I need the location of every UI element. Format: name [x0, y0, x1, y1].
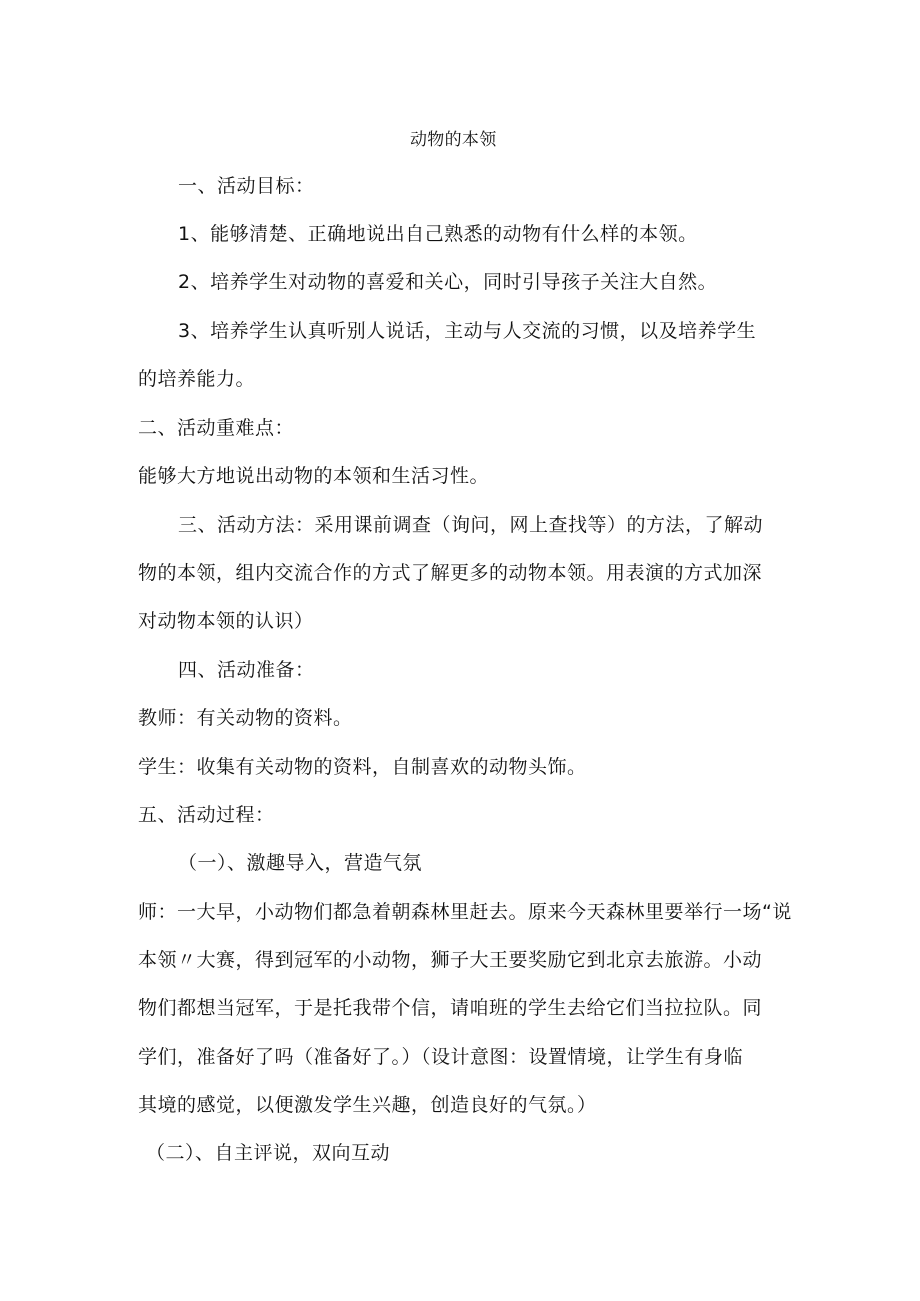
goal-item-1: 1、能够清楚、正确地说出自己熟悉的动物有什么样的本领。: [178, 223, 698, 245]
key-points-text: 能够大方地说出动物的本领和生活习性。: [138, 465, 490, 487]
methods-line-3: 对动物本领的认识）: [138, 610, 314, 632]
goal-item-2: 2、培养学生对动物的喜爱和关心，同时引导孩子关注大自然。: [178, 271, 718, 293]
section-heading-key-points: 二、活动重难点：: [138, 417, 295, 439]
goal-item-3-line-2: 的培养能力。: [138, 368, 256, 390]
step-1-line-1: 师：一大早，小动物们都急着朝森林里赶去。原来今天森林里要举行一场“说: [138, 901, 792, 923]
section-heading-preparation: 四、活动准备：: [178, 659, 315, 681]
teacher-preparation: 教师：有关动物的资料。: [138, 707, 353, 729]
step-1-heading: （一）、激趣导入，营造气氛: [178, 852, 423, 874]
step-2-heading: （二）、自主评说，双向互动: [146, 1142, 391, 1164]
step-1-line-3: 物们都想当冠军，于是托我带个信，请咱班的学生去给它们当拉拉队。同: [138, 997, 763, 1019]
step-1-line-2: 本领〃大赛，得到冠军的小动物，狮子大王要奖励它到北京去旅游。小动: [138, 949, 763, 971]
document-title: 动物的本领: [410, 130, 497, 150]
step-1-line-5: 其境的感觉，以便激发学生兴趣，创造良好的气氛。）: [138, 1094, 597, 1116]
goal-item-3-line-1: 3、培养学生认真听别人说话，主动与人交流的习惯，以及培养学生: [178, 320, 757, 342]
methods-line-2: 物的本领，组内交流合作的方式了解更多的动物本领。用表演的方式加深: [138, 562, 763, 584]
section-heading-goals: 一、活动目标：: [178, 175, 315, 197]
methods-line-1: 三、活动方法：采用课前调查（询问，网上查找等）的方法，了解动: [178, 514, 764, 536]
section-heading-process: 五、活动过程：: [138, 804, 275, 826]
step-1-line-4: 学们，准备好了吗（准备好了。）（设计意图：设置情境，让学生有身临: [138, 1046, 744, 1068]
student-preparation: 学生：收集有关动物的资料，自制喜欢的动物头饰。: [138, 756, 587, 778]
